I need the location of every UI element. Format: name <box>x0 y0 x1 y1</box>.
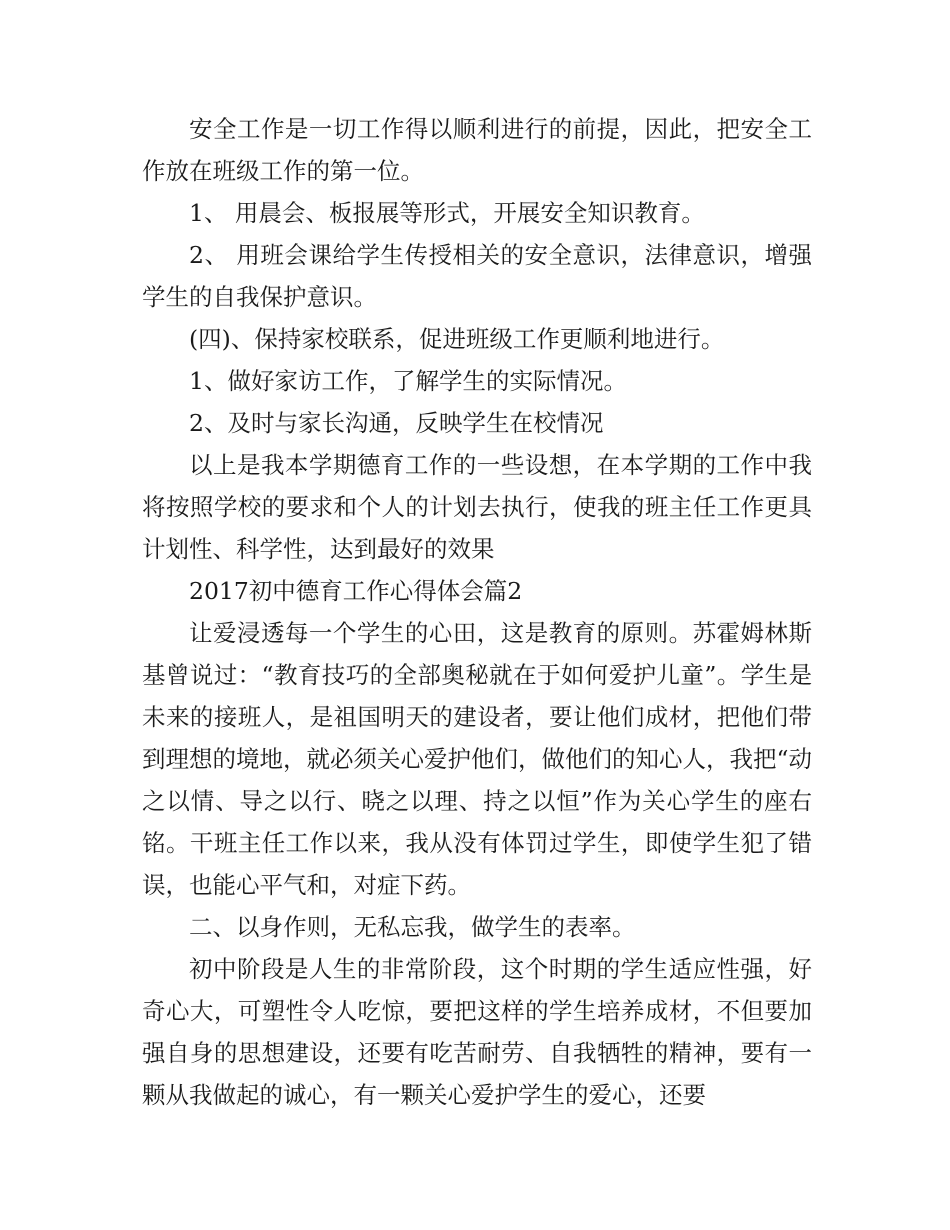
article-title-part-2: 2017初中德育工作心得体会篇2 <box>189 577 523 605</box>
section-heading-four: (四)、保持家校联系，促进班级工作更顺利地进行。 <box>189 325 725 353</box>
paragraph-item-1: 1、 用晨会、板报展等形式，开展安全知识教育。 <box>189 199 705 227</box>
paragraph-junior-stage: 初中阶段是人生的非常阶段，这个时期的学生适应性强，好奇心大，可塑性令人吃惊，要把这样的学生培养成材，不但要加强自身的思想建设，还要有吃苦耐劳、自我牺牲的精神，要有一颗从我做起的诚心，有一颗关心爱护学生的爱心，还要 <box>142 955 812 1109</box>
document-body <box>142 108 812 1116</box>
paragraph-safety-intro: 安全工作是一切工作得以顺利进行的前提，因此，把安全工作放在班级工作的第一位。 <box>142 115 812 185</box>
section-heading-two: 二、以身作则，无私忘我，做学生的表率。 <box>189 913 636 941</box>
paragraph-conclusion: 以上是我本学期德育工作的一些设想，在本学期的工作中我将按照学校的要求和个人的计划去执行，使我的班主任工作更具计划性、科学性，达到最好的效果 <box>142 451 812 563</box>
paragraph-love-education: 让爱浸透每一个学生的心田，这是教育的原则。苏霍姆林斯基曾说过：“教育技巧的全部奥秘就在于如何爱护儿童”。学生是未来的接班人，是祖国明天的建设者，要让他们成材，把他们带到理想的境地，就必须关心爱护他们，做他们的知心人，我把“动之以情、导之以行、晓之以理、持之以恒”作为关心学生的座右铭。干班主任工作以来，我从没有体罚过学生，即使学生犯了错误，也能心平气和，对症下药。 <box>142 619 813 899</box>
paragraph-item-2: 2、 用班会课给学生传授相关的安全意识，法律意识，增强学生的自我保护意识。 <box>142 241 812 311</box>
paragraph-home-visit: 1、做好家访工作，了解学生的实际情况。 <box>189 367 627 395</box>
paragraph-parent-communication: 2、及时与家长沟通，反映学生在校情况 <box>189 409 604 437</box>
